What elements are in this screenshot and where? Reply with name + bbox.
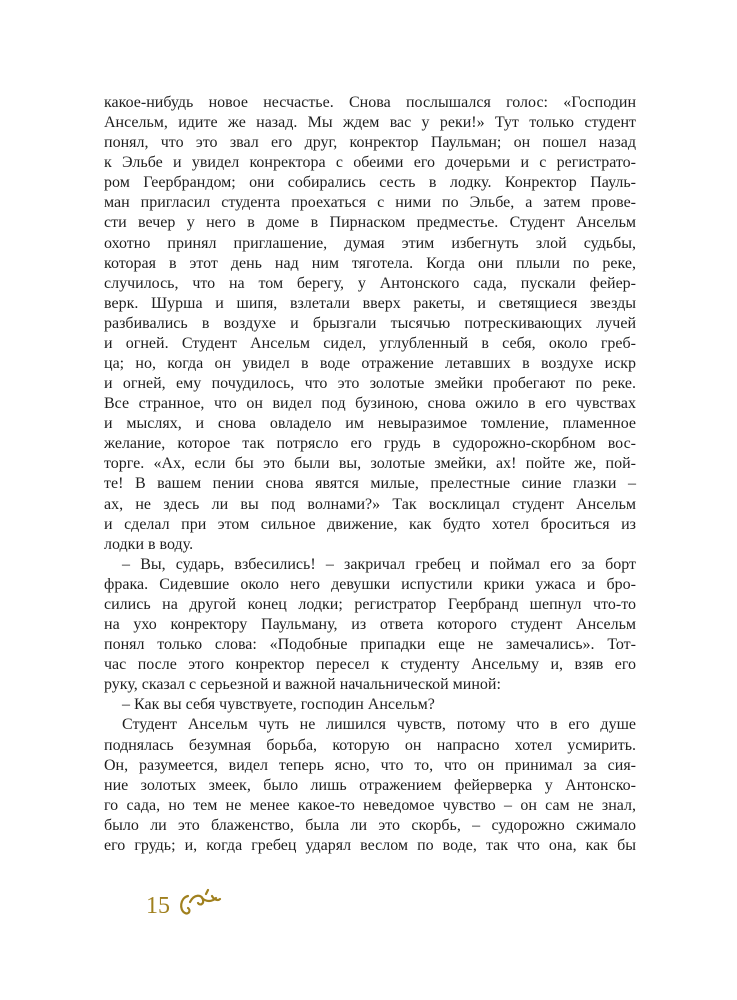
text-line: понял, что это звал его друг, конректор Паульман; он пошел назад [104, 134, 636, 152]
text-line: – Вы, сударь, взбесились! – закричал гребец и поймал его за борт [122, 555, 636, 573]
text-line: Ансельм, идите же назад. Мы ждем вас у реки!» Тут только студент [104, 114, 636, 132]
text-line: ром Геербрандом; они собирались сесть в лодку. Конректор Пауль- [104, 174, 636, 192]
text-line: какое-нибудь новое несчастье. Снова послышался голос: «Господин [104, 94, 636, 111]
page-body-text [104, 93, 636, 856]
text-line: и мыслях, и снова овладело им невыразимое томление, пламенное [104, 415, 636, 433]
text-line: верк. Шурша и шипя, взлетали вверх ракеты, и светящиеся звезды [104, 294, 636, 312]
text-line: руку, сказал с серьезной и важной начальнической миной: [104, 676, 501, 694]
text-line: понял только слова: «Подобные припадки еще не замечались». Тот- [104, 636, 636, 654]
text-line: ман пригласил студента проехаться с ними по Эльбе, а затем прове- [104, 194, 636, 212]
page-folio [146, 888, 222, 925]
text-line: те! В вашем пении снова явятся милые, прелестные синие глазки – [104, 475, 636, 493]
text-line: разбивались в воздухе и брызгали тысячью потрескивающих лучей [104, 314, 636, 332]
text-line: было ли это блаженство, была ли это скорбь, – судорожно сжимало [104, 816, 636, 834]
text-line: Он, разумеется, видел теперь ясно, что то, что он принимал за сия- [104, 756, 636, 774]
text-line: к Эльбе и увидел конректора с обеими его дочерьми и с регистрато- [104, 154, 636, 172]
text-line: и огней, ему почудилось, что это золотые змейки пробегают по реке. [104, 375, 636, 393]
text-line: ах, не здесь ли вы под волнами?» Так восклицал студент Ансельм [104, 495, 636, 513]
text-line: час после этого конректор пересел к студенту Ансельму и, взяв его [104, 656, 636, 674]
text-line: ца; но, когда он увидел в воде отражение летавших в воздухе искр [104, 355, 636, 373]
page-number: 15 [146, 893, 170, 919]
text-line: которая в этот день над ним тяготела. Когда они плыли по реке, [104, 254, 636, 272]
text-line: и сделал при этом сильное движение, как будто хотел броситься из [104, 515, 636, 533]
text-line: ние золотых змеек, было лишь отражением фейерверка у Антонско- [104, 776, 636, 794]
text-line: го сада, но тем не менее какое-то неведомое чувство – он сам не знал, [104, 796, 636, 814]
text-line: его грудь; и, когда гребец ударял веслом по воде, так что она, как бы [104, 836, 636, 854]
text-line: торге. «Ах, если бы это были вы, золотые змейки, ах! пойте же, пой- [104, 455, 636, 473]
text-line: – Как вы себя чувствуете, господин Ансельм? [122, 696, 435, 714]
text-line: сти вечер у него в доме в Пирнаском предместье. Студент Ансельм [104, 214, 636, 232]
text-line: поднялась безумная борьба, которую он напрасно хотел усмирить. [104, 736, 636, 754]
text-line: сились на другой конец лодки; регистратор Геербранд шепнул что-то [104, 595, 636, 613]
text-line: фрака. Сидевшие около него девушки испустили крики ужаса и бро- [104, 575, 636, 593]
text-line: и огней. Студент Ансельм сидел, углубленный в себя, около греб- [104, 334, 636, 352]
text-line: на ухо конректору Паульману, из ответа которого студент Ансельм [104, 616, 636, 634]
text-line: лодки в воду. [104, 535, 194, 553]
text-line: желание, которое так потрясло его грудь в судорожно-скорбном вос- [104, 435, 636, 453]
text-line: Студент Ансельм чуть не лишился чувств, потому что в его душе [122, 716, 636, 734]
text-line: Все странное, что он видел под бузиною, снова ожило в его чувствах [104, 395, 636, 413]
text-line: случилось, что на том берегу, у Антонского сада, пускали фейер- [104, 274, 636, 292]
text-line: охотно принял приглашение, думая этим избегнуть злой судьбы, [104, 234, 636, 252]
flourish-ornament-icon [176, 888, 222, 925]
